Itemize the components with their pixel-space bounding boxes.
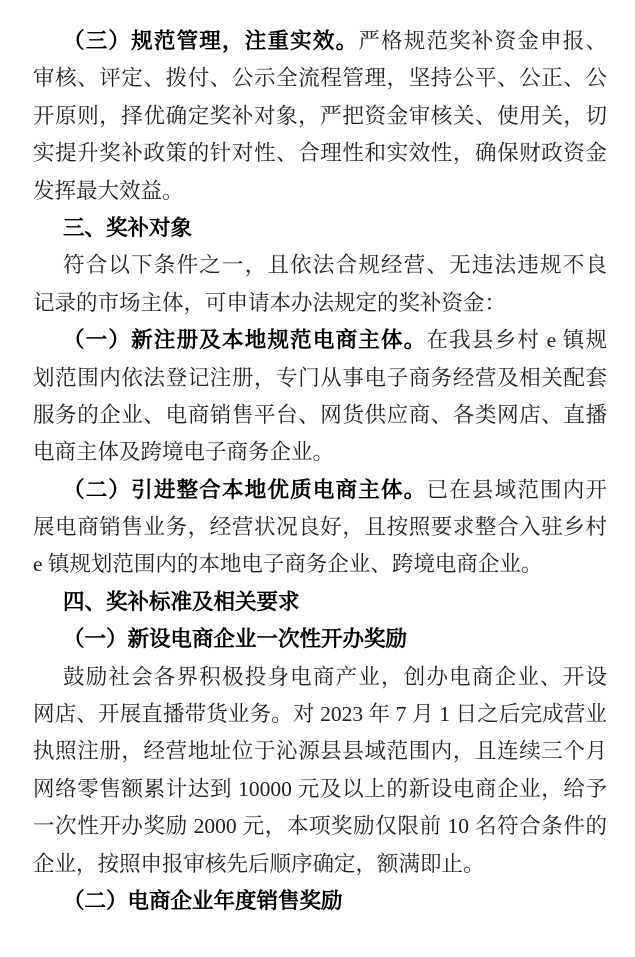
text-line — [33, 696, 607, 733]
section-heading — [33, 883, 607, 920]
text-run: 严格规范奖补资金申报、 — [358, 29, 607, 53]
text-run: 网店、开展直播带货业务。对 2023 年 7 月 1 日之后完成营业 — [33, 702, 607, 727]
bold-text-run: 四、奖补标准及相关要求 — [63, 589, 300, 614]
text-line — [33, 733, 607, 770]
text-line — [33, 23, 607, 60]
text-run: 鼓励社会各界积极投身电商产业，创办电商企业、开设 — [63, 664, 607, 689]
text-line — [33, 472, 607, 509]
text-line — [33, 247, 607, 284]
bold-text-run: （一）新设电商企业一次性开办奖励 — [63, 627, 408, 652]
text-run: e 镇规划范围内的本地电子商务企业、跨境电商企业。 — [33, 552, 543, 577]
text-line — [33, 60, 607, 97]
text-run: 服务的企业、电商销售平台、网货供应商、各类网店、直播 — [33, 402, 607, 427]
text-line — [33, 771, 607, 808]
text-line — [33, 322, 607, 359]
text-run: 已在县域范围内开 — [426, 477, 607, 502]
text-line — [33, 808, 607, 845]
text-line — [33, 509, 607, 546]
text-run: 审核、评定、拨付、公示全流程管理，坚持公平、公正、公 — [33, 66, 607, 91]
text-run: 展电商销售业务，经营状况良好，且按照要求整合入驻乡村 — [33, 515, 607, 540]
text-run: 记录的市场主体，可申请本办法规定的奖补资金： — [33, 290, 507, 315]
text-line — [33, 846, 607, 883]
text-line — [33, 397, 607, 434]
text-run: 执照注册，经营地址位于沁源县县域范围内，且连续三个月 — [33, 739, 607, 764]
text-run: 企业，按照申报审核先后顺序确定，额满即止。 — [33, 851, 485, 876]
text-run: 发挥最大效益。 — [33, 178, 184, 203]
text-line — [33, 659, 607, 696]
bold-text-run: （三）规范管理，注重实效。 — [63, 29, 359, 53]
text-line — [33, 360, 607, 397]
text-line — [33, 173, 607, 210]
section-heading — [33, 621, 607, 658]
bold-text-run: （二）电商企业年度销售奖励 — [63, 888, 343, 913]
text-run: 符合以下条件之一，且依法合规经营、无违法违规不良 — [63, 253, 607, 278]
text-run: 网络零售额累计达到 10000 元及以上的新设电商企业，给予 — [33, 776, 607, 801]
text-run: 在我县乡村 e 镇规 — [426, 328, 607, 353]
text-run: 开原则，择优确定奖补对象，严把资金审核关、使用关，切 — [33, 103, 607, 128]
text-run: 实提升奖补政策的针对性、合理性和实效性，确保财政资金 — [33, 141, 607, 166]
text-run: 一次性开办奖励 2000 元，本项奖励仅限前 10 名符合条件的 — [33, 814, 607, 839]
section-heading — [33, 584, 607, 621]
bold-text-run: （一）新注册及本地规范电商主体。 — [63, 328, 427, 353]
text-run: 划范围内依法登记注册，专门从事电子商务经营及相关配套 — [33, 365, 607, 390]
text-line — [33, 285, 607, 322]
text-line — [33, 434, 607, 471]
text-line — [33, 98, 607, 135]
text-run: 电商主体及跨境电子商务企业。 — [33, 440, 335, 465]
section-heading — [33, 210, 607, 247]
bold-text-run: （二）引进整合本地优质电商主体。 — [63, 477, 427, 502]
text-line — [33, 546, 607, 583]
text-line — [33, 135, 607, 172]
bold-text-run: 三、奖补对象 — [63, 215, 193, 240]
